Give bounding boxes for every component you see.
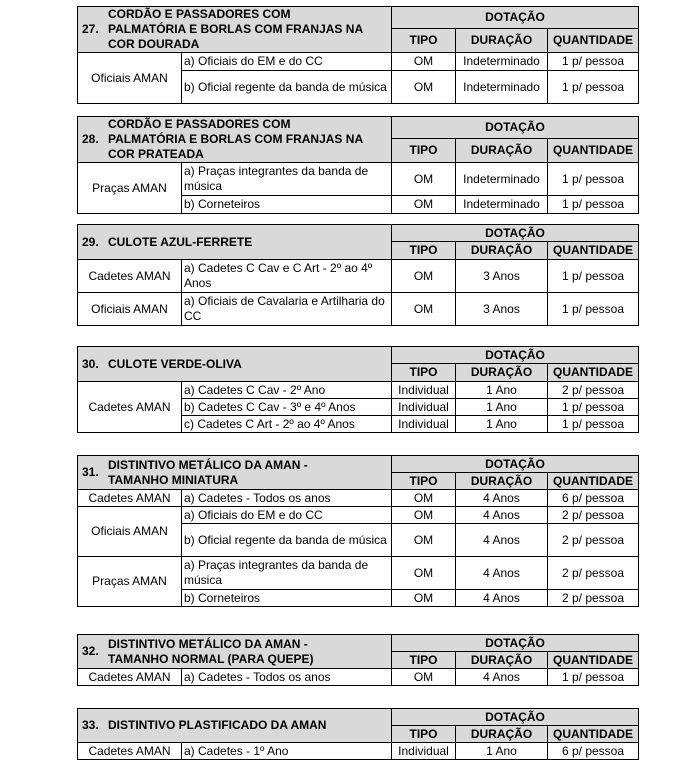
duracao-header: DURAÇÃO [456,139,548,163]
quantidade-cell: 2 p/ pessoa [548,557,639,590]
duracao-header: DURAÇÃO [456,29,548,53]
tipo-cell: OM [392,53,456,71]
quantidade-cell: 1 p/ pessoa [548,416,639,433]
tipo-cell: OM [392,71,456,104]
item-description: b) Corneteiros [182,196,392,214]
duracao-cell: 4 Anos [456,590,548,607]
duracao-cell: 4 Anos [456,557,548,590]
section-title-cell [78,635,392,669]
tipo-cell: OM [392,507,456,524]
quantidade-cell: 2 p/ pessoa [548,590,639,607]
quantidade-header: QUANTIDADE [548,242,639,260]
duracao-cell: 4 Anos [456,507,548,524]
section-title-cell [78,7,392,53]
item-description: b) Oficial regente da banda de música [182,524,392,557]
item-table [77,346,639,433]
quantidade-cell: 1 p/ pessoa [548,71,639,104]
tipo-header: TIPO [392,29,456,53]
tipo-cell: Individual [392,399,456,416]
tipo-cell: OM [392,669,456,686]
item-table [77,6,639,104]
quantidade-cell: 1 p/ pessoa [548,669,639,686]
table-row [78,669,639,686]
section-number: 27. [82,22,99,36]
dotacao-header: DOTAÇÃO [392,456,639,473]
duracao-header: DURAÇÃO [456,473,548,490]
table-row [78,293,639,326]
quantidade-cell: 2 p/ pessoa [548,382,639,399]
dotacao-header: DOTAÇÃO [392,225,639,242]
group-label: Cadetes AMAN [78,743,182,760]
table-row [78,557,639,590]
quantidade-header: QUANTIDADE [548,139,639,163]
duracao-cell: Indeterminado [456,196,548,214]
group-label: Oficiais AMAN [78,53,182,104]
item-table [77,224,639,326]
tipo-cell: Individual [392,743,456,760]
tipo-cell: OM [392,196,456,214]
quantidade-cell: 2 p/ pessoa [548,524,639,557]
item-description: c) Cadetes C Art - 2º ao 4º Anos [182,416,392,433]
dotacao-header: DOTAÇÃO [392,635,639,652]
table-row [78,163,639,196]
duracao-cell: 4 Anos [456,669,548,686]
quantidade-cell: 1 p/ pessoa [548,196,639,214]
tipo-cell: Individual [392,416,456,433]
duracao-cell: 1 Ano [456,399,548,416]
item-description: a) Oficiais de Cavalaria e Artilharia do CC [182,293,392,326]
table-row [78,382,639,399]
section-number: 33. [82,718,99,733]
dotacao-header: DOTAÇÃO [392,347,639,364]
duracao-cell: 4 Anos [456,524,548,557]
item-description: a) Cadetes - 1º Ano [182,743,392,760]
quantidade-cell: 2 p/ pessoa [548,507,639,524]
section-title-cell [78,347,392,382]
section-title: CORDÃO E PASSADORES COM PALMATÓRIA E BORLAS COM FRANJAS NA COR PRATEADA [108,117,363,161]
duracao-cell: Indeterminado [456,53,548,71]
quantidade-cell: 1 p/ pessoa [548,293,639,326]
item-table [77,455,639,607]
tipo-cell: OM [392,163,456,196]
item-description: a) Praças integrantes da banda de música [182,163,392,196]
item-description: a) Cadetes - Todos os anos [182,490,392,507]
section-title-cell [78,117,392,163]
tipo-cell: OM [392,293,456,326]
item-table [77,116,639,214]
quantidade-header: QUANTIDADE [548,726,639,743]
quantidade-cell: 1 p/ pessoa [548,163,639,196]
item-description: b) Oficial regente da banda de música [182,71,392,104]
duracao-cell: Indeterminado [456,71,548,104]
tipo-header: TIPO [392,652,456,669]
quantidade-header: QUANTIDADE [548,473,639,490]
item-description: b) Corneteiros [182,590,392,607]
quantidade-cell: 1 p/ pessoa [548,260,639,293]
duracao-header: DURAÇÃO [456,726,548,743]
table-row [78,490,639,507]
item-table [77,708,639,760]
section-title: CORDÃO E PASSADORES COM PALMATÓRIA E BORLAS COM FRANJAS NA COR DOURADA [108,7,363,51]
group-label: Cadetes AMAN [78,260,182,293]
group-label: Cadetes AMAN [78,490,182,507]
item-description: b) Cadetes C Cav - 3º e 4º Anos [182,399,392,416]
tipo-header: TIPO [392,139,456,163]
quantidade-header: QUANTIDADE [548,652,639,669]
item-table [77,634,639,686]
duracao-header: DURAÇÃO [456,652,548,669]
item-description: a) Cadetes C Cav e C Art - 2º ao 4º Anos [182,260,392,293]
group-label: Praças AMAN [78,557,182,607]
section-number: 29. [82,234,99,249]
quantidade-cell: 1 p/ pessoa [548,399,639,416]
table-row [78,53,639,71]
duracao-cell: 1 Ano [456,382,548,399]
section-number: 31. [82,465,99,479]
section-title-cell [78,709,392,743]
section-title: CULOTE VERDE-OLIVA [108,356,242,371]
quantidade-header: QUANTIDADE [548,364,639,382]
duracao-header: DURAÇÃO [456,364,548,382]
tipo-cell: OM [392,490,456,507]
item-description: a) Cadetes - Todos os anos [182,669,392,686]
tipo-header: TIPO [392,364,456,382]
tipo-cell: OM [392,524,456,557]
group-label: Cadetes AMAN [78,382,182,433]
item-description: a) Praças integrantes da banda de música [182,557,392,590]
section-number: 30. [82,356,99,371]
tipo-cell: OM [392,557,456,590]
duracao-header: DURAÇÃO [456,242,548,260]
tipo-header: TIPO [392,242,456,260]
tipo-header: TIPO [392,473,456,490]
tipo-cell: OM [392,260,456,293]
dotacao-header: DOTAÇÃO [392,709,639,726]
table-row [78,507,639,524]
item-description: a) Oficiais do EM e do CC [182,53,392,71]
duracao-cell: 1 Ano [456,743,548,760]
quantidade-cell: 6 p/ pessoa [548,743,639,760]
group-label: Praças AMAN [78,163,182,214]
tipo-header: TIPO [392,726,456,743]
table-row [78,260,639,293]
item-description: a) Cadetes C Cav - 2º Ano [182,382,392,399]
duracao-cell: 3 Anos [456,260,548,293]
duracao-cell: 1 Ano [456,416,548,433]
section-number: 28. [82,132,99,146]
duracao-cell: 3 Anos [456,293,548,326]
section-title-cell [78,456,392,490]
tipo-cell: OM [392,590,456,607]
dotacao-header: DOTAÇÃO [392,7,639,29]
quantidade-header: QUANTIDADE [548,29,639,53]
item-description: a) Oficiais do EM e do CC [182,507,392,524]
dotacao-header: DOTAÇÃO [392,117,639,139]
quantidade-cell: 1 p/ pessoa [548,53,639,71]
quantidade-cell: 6 p/ pessoa [548,490,639,507]
section-title: DISTINTIVO METÁLICO DA AMAN - TAMANHO NORMAL (PARA QUEPE) [108,636,314,666]
section-number: 32. [82,644,99,658]
group-label: Oficiais AMAN [78,507,182,557]
group-label: Cadetes AMAN [78,669,182,686]
section-title: DISTINTIVO PLASTIFICADO DA AMAN [108,718,327,733]
group-label: Oficiais AMAN [78,293,182,326]
section-title: DISTINTIVO METÁLICO DA AMAN - TAMANHO MINIATURA [108,457,308,487]
section-title: CULOTE AZUL-FERRETE [108,234,253,249]
table-row [78,743,639,760]
section-title-cell [78,225,392,260]
duracao-cell: 4 Anos [456,490,548,507]
duracao-cell: Indeterminado [456,163,548,196]
tipo-cell: Individual [392,382,456,399]
